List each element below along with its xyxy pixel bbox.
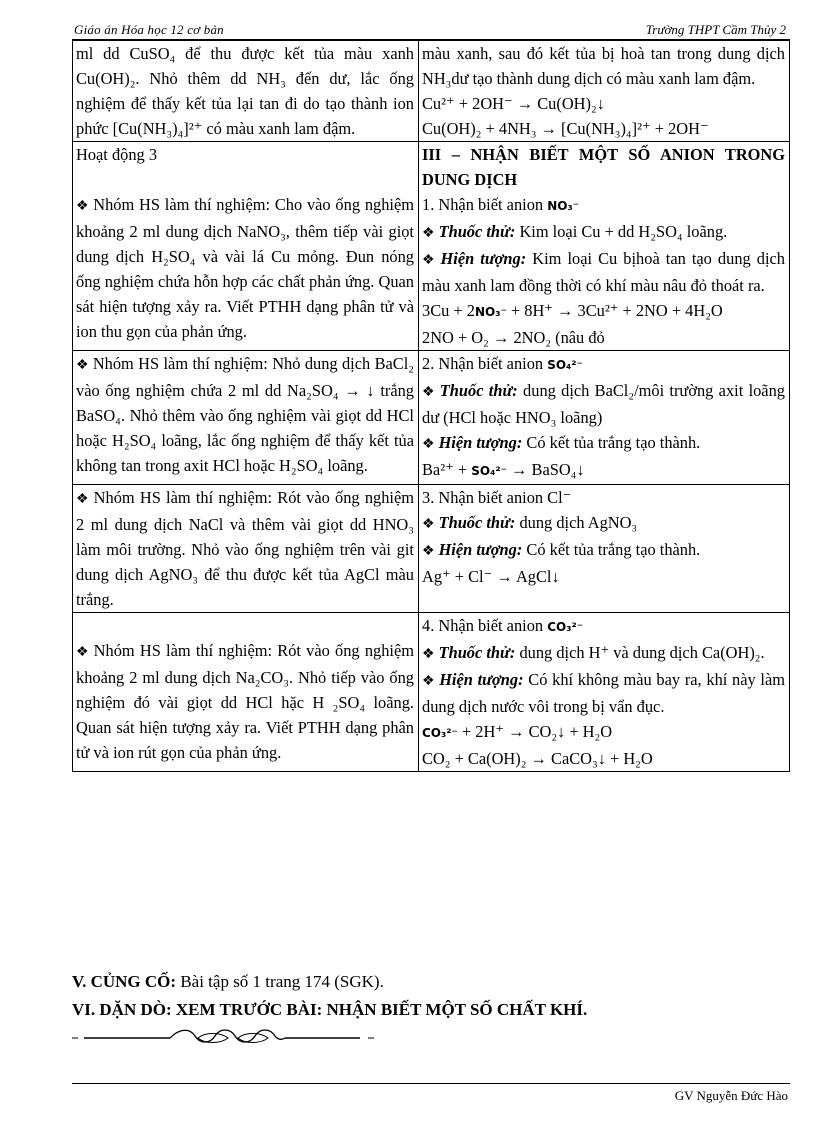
row4-left-text: Nhóm HS làm thí nghiệm: Rót vào ống nghiệm 2 ml dung dịch NaCl và thêm vài giọt dd HNO₃ làm môi trường. Nhỏ vào ống nghiệm trên vài git dung dịch AgNO₃ để thu được kết tủa AgCl màu trắng.	[76, 488, 414, 609]
bullet-icon: ❖	[422, 253, 437, 268]
row3-left	[73, 351, 419, 485]
phen-label: Hiện tượng:	[439, 670, 524, 689]
row3-eq-ion: SO₄²⁻	[471, 464, 507, 478]
activity-heading: Hoạt động 3	[76, 145, 158, 164]
row4-left	[73, 485, 419, 613]
row1-eq2: Cu(OH)₂ + 4NH₃ → [Cu(NH₃)₄]²⁺ + 2OH⁻	[422, 119, 709, 138]
row5-eq-ion: CO₃²⁻	[422, 726, 458, 740]
row5-left-text: Nhóm HS làm thí nghiệm: Rót vào ống nghiệm khoảng 2 ml dung dịch Na₂CO₃. Nhỏ tiếp vào ống nghiệm đó vài giọt dd HCl hặc H ₂SO₄ loãng. Quan sát hiện tượng xảy ra. Viết PTHH dạng phân tử và ion rút gọn của phản ứng.	[76, 641, 414, 762]
bullet-icon: ❖	[422, 674, 436, 689]
row3-left-item	[76, 351, 414, 478]
bullet-icon: ❖	[76, 645, 90, 660]
row5-ion: CO₃²⁻	[547, 620, 584, 634]
row1-left-text: ml dd CuSO₄ để thu được kết tủa màu xanh Cu(OH)₂. Nhỏ thêm dd NH₃ đến dư, lắc ống nghiệm để thấy kết tủa lại tan đi do tạo thành ion phức [Cu(NH₃)₄]²⁺ có màu xanh lam đậm.	[76, 44, 414, 138]
header-right: Trường THPT Cầm Thủy 2	[645, 22, 786, 37]
row5-phen-text: Có khí không màu bay ra, khí này làm dung dịch nước vôi trong bị vẩn đục.	[422, 670, 786, 716]
row5-sub: 4. Nhận biết anion	[422, 616, 544, 635]
table-row	[73, 41, 790, 142]
row2-sub: 1. Nhận biết anion	[422, 195, 544, 214]
row4-reagent	[422, 510, 785, 537]
bullet-icon: ❖	[76, 358, 89, 373]
bullet-icon: ❖	[76, 199, 90, 214]
reagent-label: Thuốc thử:	[438, 643, 516, 662]
bullet-icon: ❖	[422, 647, 435, 662]
footer-rule	[72, 1083, 790, 1084]
bullet-icon: ❖	[422, 544, 435, 559]
footer-sections	[72, 968, 587, 1024]
row2-left	[73, 142, 419, 351]
row2-reagent-text: Kim loại Cu + dd H₂SO₄ loãng.	[519, 222, 728, 241]
row5-left-item	[76, 638, 414, 765]
table-row	[73, 351, 790, 485]
row3-phen	[422, 430, 785, 457]
table-row	[73, 613, 790, 772]
row5-eq2: CO₂ + Ca(OH)₂ → CaCO₃↓ + H₂O	[422, 749, 653, 768]
row4-sub: 3. Nhận biết anion Cl⁻	[422, 488, 572, 507]
row2-subheading	[422, 192, 785, 219]
row5-reagent-text: dung dịch H⁺ và dung dịch Ca(OH)₂.	[519, 643, 765, 662]
bullet-icon: ❖	[422, 437, 435, 452]
consolidation-text: Bài tập số 1 trang 174 (SGK).	[176, 972, 384, 991]
ornament-divider-icon	[70, 1024, 380, 1048]
row3-right	[419, 351, 790, 485]
row5-eq1	[422, 719, 785, 746]
table-row	[73, 485, 790, 613]
row2-left-item	[76, 192, 414, 344]
row2-eq2: 2NO + O₂ → 2NO₂ (nâu đỏ	[422, 328, 605, 347]
row2-eq1	[422, 298, 785, 325]
bullet-icon: ❖	[422, 517, 435, 532]
row5-left	[73, 613, 419, 772]
header-left: Giáo án Hóa học 12 cơ bản	[74, 22, 224, 37]
bullet-icon: ❖	[76, 492, 90, 507]
row5-right	[419, 613, 790, 772]
row1-right	[419, 41, 790, 142]
row4-eq: Ag⁺ + Cl⁻ → AgCl↓	[422, 567, 560, 586]
row4-phen-text: Có kết tủa trắng tạo thành.	[526, 540, 701, 559]
row1-left	[73, 41, 419, 142]
homework-line: VI. DẶN DÒ: XEM TRƯỚC BÀI: NHẬN BIẾT MỘT SỐ CHẤT KHÍ.	[72, 1000, 588, 1019]
row5-phen	[422, 667, 785, 719]
row3-ion: SO₄²⁻	[547, 358, 583, 372]
row3-reagent	[422, 378, 785, 430]
row3-eq	[422, 457, 785, 484]
lesson-table	[72, 40, 790, 772]
row5-subheading	[422, 613, 785, 640]
row3-sub: 2. Nhận biết anion	[422, 354, 544, 373]
row2-reagent	[422, 219, 785, 246]
reagent-label: Thuốc thử:	[439, 381, 518, 400]
row2-eq-ion: NO₃⁻	[474, 305, 507, 319]
row4-right	[419, 485, 790, 613]
row2-phen	[422, 246, 785, 298]
bullet-icon: ❖	[422, 226, 435, 241]
reagent-label: Thuốc thử:	[438, 513, 516, 532]
row3-reagent-text: dung dịch BaCl₂/môi trường axit loãng dư (HCl hoặc HNO₃ loãng)	[422, 381, 785, 427]
row1-eq1: Cu²⁺ + 2OH⁻ → Cu(OH)₂↓	[422, 94, 605, 113]
bullet-icon: ❖	[422, 385, 436, 400]
row3-subheading	[422, 351, 785, 378]
row2-eq-b: + 8H⁺ → 3Cu²⁺ + 2NO + 4H₂O	[506, 301, 723, 320]
row2-phen-text: Kim loại Cu bịhoà tan tạo dung dịch màu xanh lam đồng thời có khí màu nâu đỏ thoát ra.	[422, 249, 785, 295]
row4-left-item	[76, 485, 414, 612]
consolidation-line	[72, 968, 587, 996]
reagent-label: Thuốc thử:	[438, 222, 516, 241]
row4-reagent-text: dung dịch AgNO₃	[519, 513, 638, 532]
table-row	[73, 142, 790, 351]
footer-author: GV Nguyễn Đức Hào	[674, 1088, 788, 1103]
row3-eq-b: → BaSO₄↓	[506, 460, 585, 479]
row5-eq1-b: + 2H⁺ → CO₂↓ + H₂O	[457, 722, 613, 741]
row3-phen-text: Có kết tủa trắng tạo thành.	[526, 433, 701, 452]
row1-right-text: màu xanh, sau đó kết tủa bị hoà tan trong dung dịch NH₃dư tạo thành dung dịch có màu xanh lam đậm.	[422, 44, 785, 88]
phen-label: Hiện tượng:	[440, 249, 527, 268]
row5-reagent	[422, 640, 785, 667]
consolidation-label: V. CỦNG CỐ:	[72, 972, 177, 991]
row3-eq-a: Ba²⁺ +	[422, 460, 472, 479]
row3-left-text: Nhóm HS làm thí nghiệm: Nhỏ dung dịch BaCl₂ vào ống nghiệm chứa 2 ml dd Na₂SO₄ → ↓ trắng BaSO₄. Nhỏ thêm vào ống nghiệm vài giọt dd HCl hoặc H₂SO₄ loãng, lắc ống nghiệm để thấy kết tủa không tan trong axit HCl hoặc H₂SO₄ loãng.	[76, 354, 414, 475]
phen-label: Hiện tượng:	[438, 540, 523, 559]
phen-label: Hiện tượng:	[438, 433, 523, 452]
row2-ion: NO₃⁻	[547, 199, 580, 213]
row2-left-text: Nhóm HS làm thí nghiệm: Cho vào ống nghiệm khoảng 2 ml dung dịch NaNO₃, thêm tiếp vài giọt dung dịch H₂SO₄ và vài lá Cu mỏng. Đun nóng ống nghiệm chứa hỗn hợp các chất phản ứng. Quan sát hiện tượng xảy ra. Viết PTHH dạng phân tử và ion thu gọn của phản ứng.	[76, 195, 414, 341]
section-heading: III – NHẬN BIẾT MỘT SỐ ANION TRONG DUNG DỊCH	[422, 145, 785, 189]
row2-eq-a: 3Cu + 2	[422, 301, 475, 320]
row2-right	[419, 142, 790, 351]
row4-phen	[422, 537, 785, 564]
